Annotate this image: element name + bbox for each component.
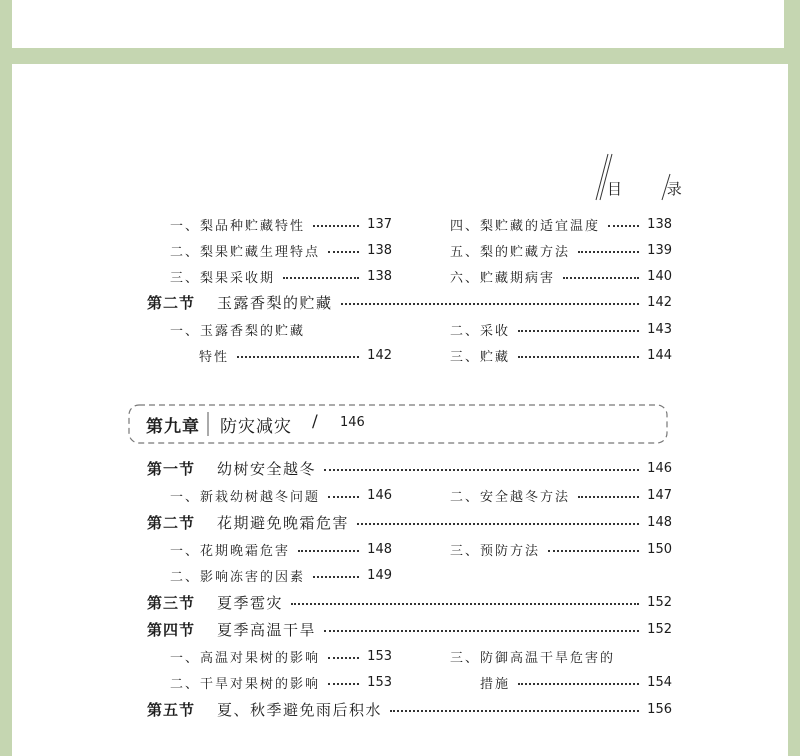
leader-dots [324, 469, 639, 471]
section-title: 夏季高温干旱 [217, 620, 317, 639]
toc-entry [199, 345, 392, 365]
page-number: 146 [367, 487, 392, 503]
toc-entry [170, 266, 392, 286]
page-number: 156 [647, 701, 672, 717]
page-number: 148 [647, 514, 672, 530]
leader-dots [328, 496, 359, 498]
chapter-title: 防灾减灾 [220, 417, 292, 437]
toc-entry [170, 240, 392, 260]
entry-label: 措施 [480, 676, 511, 692]
page-number: 138 [367, 242, 392, 258]
section-number: 第二节 [147, 293, 196, 312]
page-number: 138 [647, 216, 672, 232]
page-number: 149 [367, 567, 392, 583]
entry-label: 一、梨品种贮藏特性 [170, 218, 306, 234]
leader-dots [518, 683, 639, 685]
section-heading [147, 619, 672, 639]
toc-entry [450, 646, 672, 666]
toc-entry [170, 565, 392, 585]
chapter-heading [128, 404, 668, 444]
page-number: 143 [647, 321, 672, 337]
entry-label: 六、贮藏期病害 [450, 270, 556, 286]
section-number: 第二节 [147, 513, 196, 532]
leader-dots [341, 303, 640, 305]
leader-dots [563, 277, 639, 279]
toc-entry [450, 266, 672, 286]
leader-dots [324, 630, 639, 632]
page-number: 152 [647, 594, 672, 610]
leader-dots [328, 683, 359, 685]
entry-label: 二、采收 [450, 323, 511, 339]
leader-dots [390, 710, 639, 712]
page-number: 152 [647, 621, 672, 637]
page-number: 140 [647, 268, 672, 284]
leader-dots [237, 356, 359, 358]
page-number: 150 [647, 541, 672, 557]
entry-label: 二、干旱对果树的影响 [170, 676, 321, 692]
toc-entry [450, 240, 672, 260]
page-number: 154 [647, 674, 672, 690]
section-heading [147, 512, 672, 532]
leader-dots [578, 496, 639, 498]
entry-label: 五、梨的贮藏方法 [450, 244, 571, 260]
toc-entry [450, 345, 672, 365]
entry-label: 三、预防方法 [450, 543, 541, 559]
page-number: 144 [647, 347, 672, 363]
section-heading [147, 292, 672, 312]
entry-label: 一、玉露香梨的贮藏 [170, 323, 306, 339]
entry-label: 一、高温对果树的影响 [170, 650, 321, 666]
chapter-slash: / [312, 412, 318, 432]
leader-dots [608, 225, 639, 227]
toc-entry [450, 485, 672, 505]
leader-dots [518, 356, 639, 358]
page-number: 139 [647, 242, 672, 258]
section-heading [147, 699, 672, 719]
leader-dots [313, 225, 359, 227]
toc-entry [450, 214, 672, 234]
toc-entry [450, 319, 672, 339]
page-number: 146 [647, 460, 672, 476]
page-number: 148 [367, 541, 392, 557]
entry-label: 四、梨贮藏的适宜温度 [450, 218, 601, 234]
page-number: 142 [647, 294, 672, 310]
chapter-frame [128, 404, 668, 444]
section-title: 花期避免晚霜危害 [217, 513, 350, 532]
section-title: 夏季雹灾 [217, 593, 284, 612]
page-number: 142 [367, 347, 392, 363]
previous-page-card [12, 0, 784, 48]
entry-label: 三、防御高温干旱危害的 [450, 650, 616, 666]
leader-dots [548, 550, 639, 552]
entry-label: 一、新栽幼树越冬问题 [170, 489, 321, 505]
entry-label: 二、影响冻害的因素 [170, 569, 306, 585]
section-number: 第四节 [147, 620, 196, 639]
leader-dots [328, 251, 359, 253]
leader-dots [328, 657, 359, 659]
leader-dots [283, 277, 359, 279]
page-number: 138 [367, 268, 392, 284]
toc-entry [170, 319, 392, 339]
toc-entry [170, 672, 392, 692]
toc-entry [170, 646, 392, 666]
page-title: 目 录 [607, 180, 702, 198]
section-title: 夏、秋季避免雨后积水 [217, 700, 383, 719]
entry-label: 一、花期晚霜危害 [170, 543, 291, 559]
toc-entry [170, 214, 392, 234]
page-number: 153 [367, 648, 392, 664]
entry-label: 特性 [199, 349, 230, 365]
entry-label: 三、贮藏 [450, 349, 511, 365]
section-title: 幼树安全越冬 [217, 459, 317, 478]
toc-entry [170, 485, 392, 505]
leader-dots [578, 251, 639, 253]
page-number: 153 [367, 674, 392, 690]
toc-entry [170, 539, 392, 559]
entry-label: 二、安全越冬方法 [450, 489, 571, 505]
section-number: 第五节 [147, 700, 196, 719]
toc-entry [480, 672, 672, 692]
section-title: 玉露香梨的贮藏 [217, 293, 333, 312]
chapter-number: 第九章 [146, 417, 200, 437]
chapter-page-number: 146 [340, 415, 365, 430]
entry-label: 三、梨果采收期 [170, 270, 276, 286]
page-number: 137 [367, 216, 392, 232]
section-number: 第三节 [147, 593, 196, 612]
section-heading [147, 458, 672, 478]
leader-dots [313, 576, 359, 578]
entry-label: 二、梨果贮藏生理特点 [170, 244, 321, 260]
leader-dots [291, 603, 639, 605]
leader-dots [518, 330, 639, 332]
leader-dots [357, 523, 639, 525]
section-heading [147, 592, 672, 612]
section-number: 第一节 [147, 459, 196, 478]
toc-entry [450, 539, 672, 559]
page-number: 147 [647, 487, 672, 503]
leader-dots [298, 550, 359, 552]
